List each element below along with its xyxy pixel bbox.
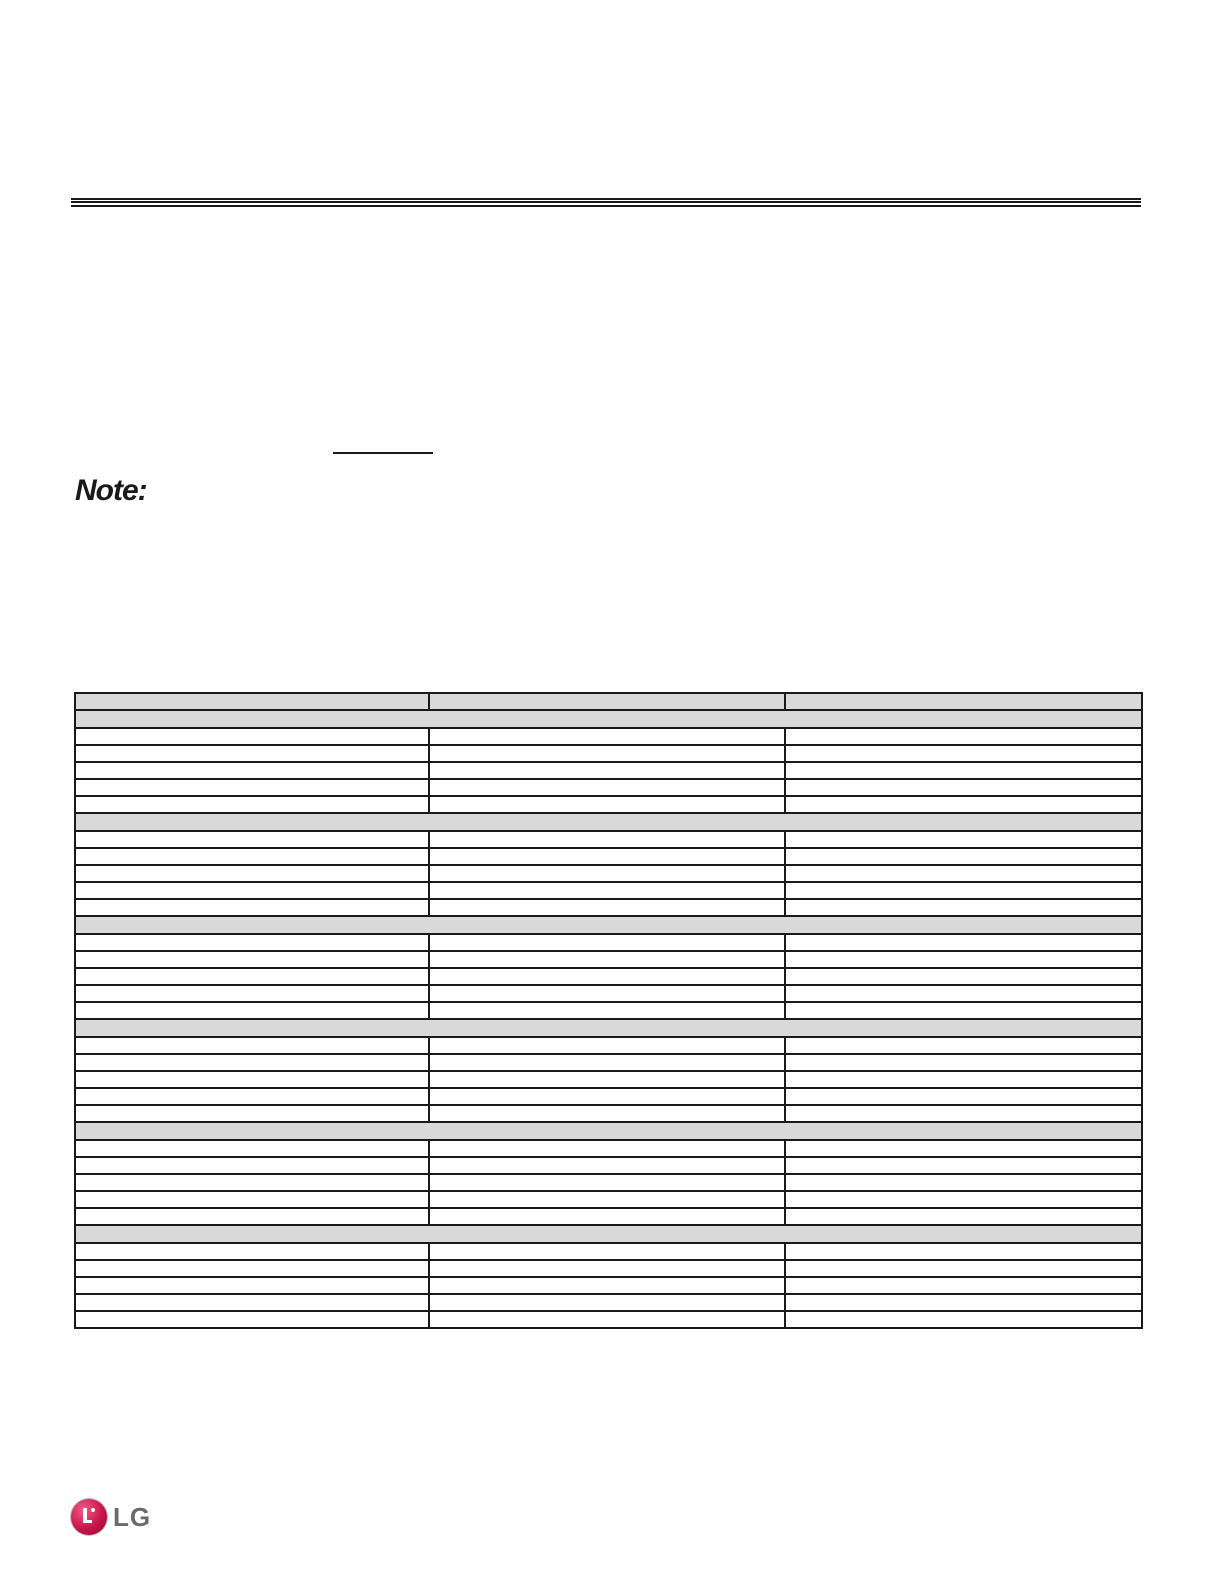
table-cell: [429, 1208, 785, 1225]
table-section-title: [75, 1019, 1142, 1037]
table-row: [75, 1174, 1142, 1191]
table-cell: [75, 779, 429, 796]
table-cell: [75, 1037, 429, 1054]
table-cell: [785, 779, 1142, 796]
table-cell: [75, 762, 429, 779]
table-cell: [785, 1208, 1142, 1225]
table-cell: [429, 1260, 785, 1277]
table-row: [75, 1157, 1142, 1174]
table-cell: [429, 865, 785, 882]
table-cell: [429, 968, 785, 985]
table-cell: [429, 1002, 785, 1019]
table-row: [75, 1002, 1142, 1019]
table-body: [75, 693, 1142, 1328]
table-section-row: [75, 1225, 1142, 1243]
table-row: [75, 882, 1142, 899]
table-cell: [429, 745, 785, 762]
table-cell: [785, 796, 1142, 813]
table-row: [75, 968, 1142, 985]
table-row: [75, 1260, 1142, 1277]
table-cell: [785, 1002, 1142, 1019]
table-cell: [75, 1294, 429, 1311]
table-cell: [75, 1002, 429, 1019]
table-cell: [785, 1157, 1142, 1174]
table-row: [75, 1140, 1142, 1157]
table-cell: [785, 882, 1142, 899]
table-cell: [785, 1311, 1142, 1328]
header-rule: [71, 198, 1141, 207]
table-cell: [429, 1294, 785, 1311]
table-row: [75, 1277, 1142, 1294]
table-cell: [429, 796, 785, 813]
table-cell: [785, 1071, 1142, 1088]
table-cell: [429, 934, 785, 951]
table-cell: [785, 831, 1142, 848]
table-cell: [75, 1140, 429, 1157]
table-cell: [75, 796, 429, 813]
table-section-row: [75, 1019, 1142, 1037]
table-header-row: [75, 693, 1142, 710]
table-cell: [785, 951, 1142, 968]
logo-wordmark: LG: [113, 1501, 152, 1532]
table-cell: [75, 1071, 429, 1088]
table-cell: [75, 1191, 429, 1208]
table-cell: [75, 1208, 429, 1225]
table-cell: [75, 985, 429, 1002]
table-cell: [75, 1311, 429, 1328]
table-cell: [75, 1174, 429, 1191]
table-cell: [785, 985, 1142, 1002]
table-row: [75, 1054, 1142, 1071]
table-cell: [75, 1260, 429, 1277]
table-cell: [429, 1174, 785, 1191]
table-cell: [785, 899, 1142, 916]
table-cell: [785, 728, 1142, 745]
table-cell: [429, 1037, 785, 1054]
table-cell: [785, 1277, 1142, 1294]
table-section-title: [75, 1225, 1142, 1243]
table-row: [75, 848, 1142, 865]
table-cell: [75, 728, 429, 745]
table-cell: [785, 1037, 1142, 1054]
table-cell: [785, 1054, 1142, 1071]
table-row: [75, 1088, 1142, 1105]
table-cell: [785, 968, 1142, 985]
underline-blank: [333, 452, 433, 454]
table-cell: [429, 779, 785, 796]
table-cell: [785, 1260, 1142, 1277]
table-cell: [429, 985, 785, 1002]
table-cell: [75, 848, 429, 865]
table-cell: [429, 728, 785, 745]
table-row: [75, 796, 1142, 813]
table-cell: [429, 1105, 785, 1122]
table-cell: [785, 1174, 1142, 1191]
table-cell: [429, 1191, 785, 1208]
table-row: [75, 1071, 1142, 1088]
table-cell: [785, 848, 1142, 865]
table-cell: [785, 865, 1142, 882]
table-section-row: [75, 916, 1142, 934]
table-section-row: [75, 1122, 1142, 1140]
table-row: [75, 899, 1142, 916]
table-row: [75, 1037, 1142, 1054]
table-row: [75, 745, 1142, 762]
table-row: [75, 728, 1142, 745]
table-cell: [785, 1105, 1142, 1122]
table-cell: [429, 1088, 785, 1105]
table-cell: [785, 1140, 1142, 1157]
table-cell: [429, 762, 785, 779]
table-cell: [785, 1243, 1142, 1260]
table-row: [75, 1208, 1142, 1225]
table-cell: [429, 899, 785, 916]
table-row: [75, 934, 1142, 951]
table-cell: [785, 934, 1142, 951]
table-cell: [75, 934, 429, 951]
table-row: [75, 1294, 1142, 1311]
lg-face-icon: [71, 1499, 107, 1535]
table-cell: [75, 745, 429, 762]
lg-logo: [71, 1499, 151, 1535]
table-cell: [75, 882, 429, 899]
table-row: [75, 831, 1142, 848]
table-row: [75, 951, 1142, 968]
table-cell: [75, 1277, 429, 1294]
table-cell: [429, 1157, 785, 1174]
spec-table: [74, 692, 1143, 1329]
table-row: [75, 985, 1142, 1002]
table-row: [75, 762, 1142, 779]
table-cell: [429, 831, 785, 848]
table-row: [75, 1105, 1142, 1122]
table-row: [75, 1311, 1142, 1328]
note-label: Note:: [75, 474, 147, 507]
table-cell: [429, 882, 785, 899]
table-section-title: [75, 1122, 1142, 1140]
table-cell: [429, 1243, 785, 1260]
table-cell: [75, 968, 429, 985]
table-cell: [785, 762, 1142, 779]
table-cell: [429, 1071, 785, 1088]
table-section-title: [75, 813, 1142, 831]
table-section-row: [75, 710, 1142, 728]
table-cell: [785, 1191, 1142, 1208]
table-cell: [785, 1294, 1142, 1311]
table-cell: [75, 1054, 429, 1071]
table-header-cell: [785, 693, 1142, 710]
table-cell: [75, 1088, 429, 1105]
table-cell: [429, 1277, 785, 1294]
table-cell: [429, 848, 785, 865]
table-section-title: [75, 916, 1142, 934]
table-row: [75, 865, 1142, 882]
table-cell: [75, 1157, 429, 1174]
table-row: [75, 1191, 1142, 1208]
table-header-cell: [429, 693, 785, 710]
table-row: [75, 779, 1142, 796]
table-cell: [429, 1054, 785, 1071]
table-cell: [429, 951, 785, 968]
table-cell: [785, 1088, 1142, 1105]
table-header-cell: [75, 693, 429, 710]
table-cell: [429, 1140, 785, 1157]
table-cell: [785, 745, 1142, 762]
table-cell: [75, 1243, 429, 1260]
table-section-title: [75, 710, 1142, 728]
table-cell: [75, 951, 429, 968]
table-cell: [429, 1311, 785, 1328]
table-cell: [75, 899, 429, 916]
table-row: [75, 1243, 1142, 1260]
table-cell: [75, 865, 429, 882]
table-cell: [75, 1105, 429, 1122]
table-section-row: [75, 813, 1142, 831]
table-cell: [75, 831, 429, 848]
